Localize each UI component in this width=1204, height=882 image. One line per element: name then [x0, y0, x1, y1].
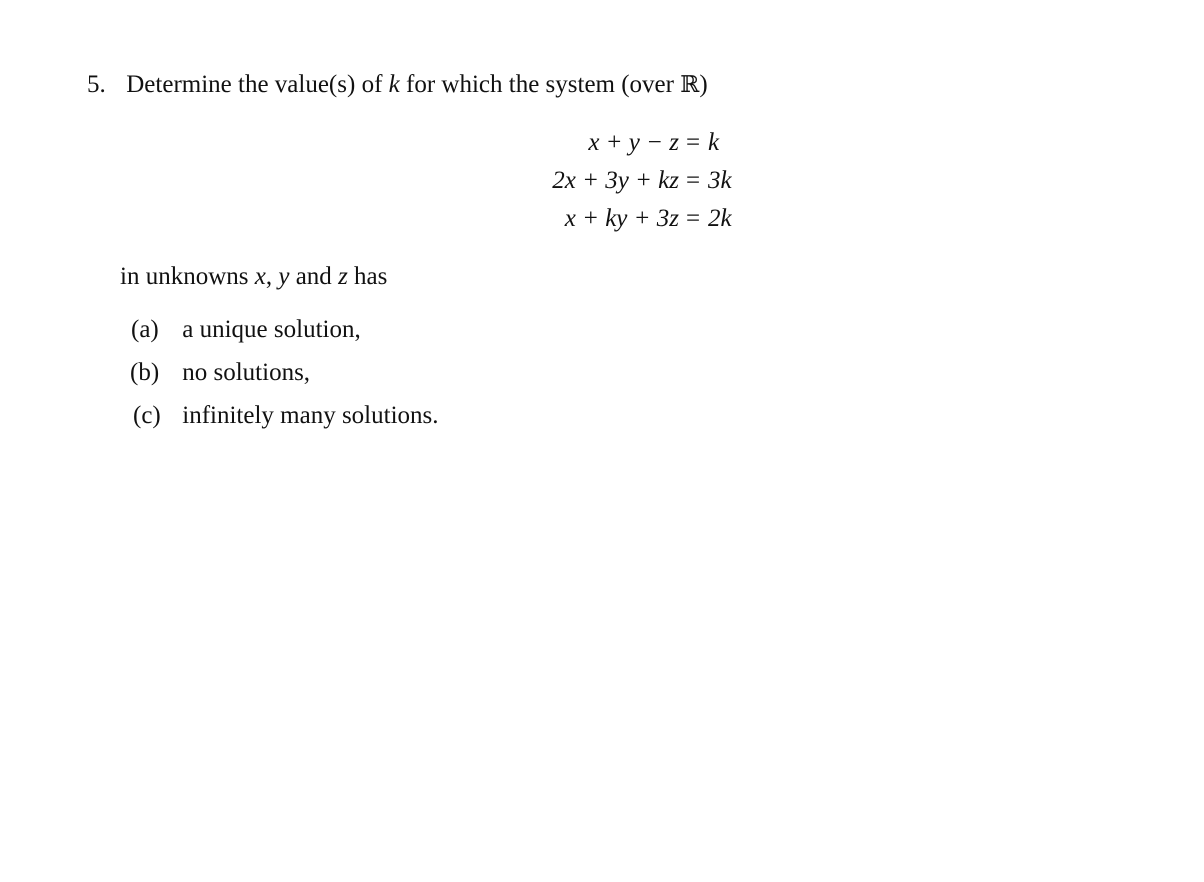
- option-label: (b): [130, 359, 160, 386]
- option-text: no solutions,: [182, 359, 311, 386]
- equation-1-rhs: k: [708, 129, 720, 156]
- real-numbers-symbol: ℝ: [680, 72, 700, 98]
- k-symbol: k: [388, 71, 400, 98]
- list-item: [131, 317, 361, 342]
- intro-text: Determine the value(s) of: [126, 71, 383, 98]
- equation-1-lhs: x + y − z: [588, 129, 679, 156]
- option-label: (a): [131, 316, 159, 343]
- unknowns-suffix: has: [354, 263, 388, 290]
- unknowns-prefix: in unknowns: [120, 263, 249, 290]
- list-item: [133, 403, 439, 428]
- unknowns-and: and: [295, 263, 332, 290]
- equals-sign: =: [686, 205, 701, 232]
- equation-2-lhs: 2x + 3y + kz: [552, 167, 679, 194]
- unknowns-comma: ,: [265, 263, 273, 290]
- unknowns-line: [120, 264, 387, 289]
- equation-2-rhs: 3k: [708, 167, 732, 194]
- option-label: (c): [133, 402, 161, 429]
- equation-3-lhs: x + ky + 3z: [564, 205, 679, 232]
- equation-row-1: [0, 130, 1204, 160]
- intro-text-continued: for which the system (over: [406, 71, 674, 98]
- equation-3-rhs: 2k: [708, 205, 732, 232]
- unknown-x: x: [254, 263, 266, 290]
- list-item: [130, 360, 310, 385]
- equals-sign: =: [686, 129, 701, 156]
- unknown-z: z: [338, 263, 348, 290]
- option-text: infinitely many solutions.: [182, 402, 439, 429]
- problem-number: 5.: [87, 71, 106, 98]
- option-text: a unique solution,: [182, 316, 361, 343]
- equation-row-2: [0, 168, 1204, 198]
- intro-close-paren: ): [699, 71, 708, 98]
- unknown-y: y: [278, 263, 290, 290]
- equation-row-3: [0, 206, 1204, 236]
- equals-sign: =: [686, 167, 701, 194]
